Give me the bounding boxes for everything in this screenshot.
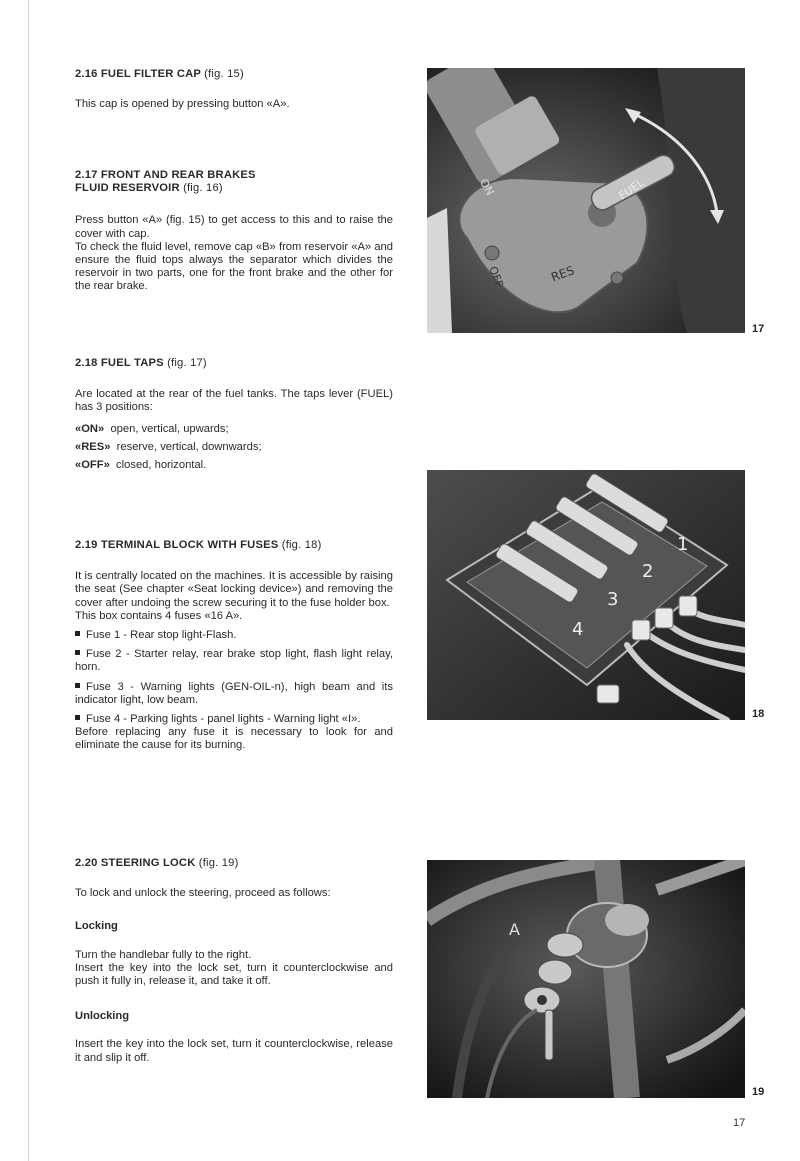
lock-label-a: A [509,920,520,939]
locking-body: Turn the handlebar fully to the right. [75,948,252,961]
section-heading [75,539,393,552]
figure-ref: (fig. 17) [167,357,207,369]
bullet-icon [75,715,80,720]
unlocking-body: Insert the key into the lock set, turn it counterclockwise, release it and slip it off. [75,1038,393,1064]
res-label: RES [549,263,577,285]
section-body: Press button «A» (fig. 15) to get access to this and to raise the cover with cap. [75,214,393,240]
position-item [75,441,393,454]
position-desc: closed, horizontal. [116,459,207,472]
page-number: 17 [733,1117,746,1129]
bullet-icon [75,650,80,655]
position-key: «RES» [75,440,111,453]
fuse-item [75,681,393,707]
fuse-label-1: 1 [677,534,689,555]
section-2-18 [75,357,393,472]
fuse-item [75,629,393,642]
position-item [75,459,393,472]
section-body-2: To check the fluid level, remove cap «B» from reservoir «A» and ensure the fluid tops always the separator which divides the reservoir in two parts, one for the front brake and the other for the rear brake. [75,240,393,293]
section-heading [75,857,393,870]
bullet-icon [75,683,80,688]
unlocking-title: Unlocking [75,1010,130,1023]
fuse-item [75,713,393,726]
section-body-2: This box contains 4 fuses «16 A». [75,609,243,622]
fuse-text: Fuse 4 - Parking lights - panel lights - Warning light «I». [86,713,361,726]
fuel-label: FUEL [616,176,647,203]
steering-lock-photo [427,860,745,1098]
off-label: OFF [486,264,506,290]
page-edge [28,0,29,1161]
section-body: Are located at the rear of the fuel tanks. The taps lever (FUEL) has 3 positions: [75,388,393,414]
section-2-16 [75,68,393,111]
fuse-item [75,648,393,674]
section-heading [75,68,393,81]
heading-text: FLUID RESERVOIR [75,182,180,195]
fuse-label-3: 3 [607,589,619,610]
fuse-text: Fuse 3 - Warning lights (GEN-OIL-n), high beam and its indicator light, low beam. [75,680,393,706]
section-2-20 [75,857,393,1065]
section-heading: 2.17 FRONT AND REAR BRAKES [75,169,256,181]
fuse-label-2: 2 [642,561,654,582]
figure-ref: (fig. 18) [281,539,322,551]
heading-text: 2.18 FUEL TAPS [75,357,164,369]
figure-ref: (fig. 15) [204,68,244,80]
section-heading [75,357,393,370]
section-footer: Before replacing any fuse it is necessary to look for and eliminate the cause for its burning. [75,726,393,752]
section-heading-line2 [75,182,393,195]
figure-ref: (fig. 19) [198,857,239,869]
figure-number: 18 [752,708,765,720]
figure-number: 19 [752,1086,765,1098]
fuse-text: Fuse 1 - Rear stop light-Flash. [86,629,237,642]
section-2-17 [75,169,393,294]
figure-number: 17 [752,323,765,335]
position-key: «ON» [75,422,105,435]
locking-body-2: Insert the key into the lock set, turn it counterclockwise and push it fully in, release it, and take it off. [75,961,393,988]
fuse-label-4: 4 [572,619,584,640]
heading-text: 2.16 FUEL FILTER CAP [75,68,201,80]
position-desc: reserve, vertical, downwards; [116,440,262,453]
position-item [75,423,393,436]
figure-ref: (fig. 16) [183,182,223,195]
heading-text: 2.20 STEERING LOCK [75,857,196,869]
position-key: «OFF» [75,459,110,472]
section-body: This cap is opened by pressing button «A». [75,98,290,111]
section-2-19 [75,539,393,753]
fuse-text: Fuse 2 - Starter relay, rear brake stop light, flash light relay, horn. [75,648,393,674]
fuse-box-photo [427,470,745,720]
position-desc: open, vertical, upwards; [110,422,229,435]
on-label: ON [476,176,497,198]
locking-title: Locking [75,920,118,933]
section-body: To lock and unlock the steering, proceed as follows: [75,887,331,900]
section-body: It is centrally located on the machines. It is accessible by raising the seat (See chapter «Seat locking device») and removing the cover after undoing the screw securing it to the fuse holder box. [75,570,393,609]
heading-text: 2.19 TERMINAL BLOCK WITH FUSES [75,539,279,551]
bullet-icon [75,631,80,636]
fuel-tap-photo [427,68,745,333]
